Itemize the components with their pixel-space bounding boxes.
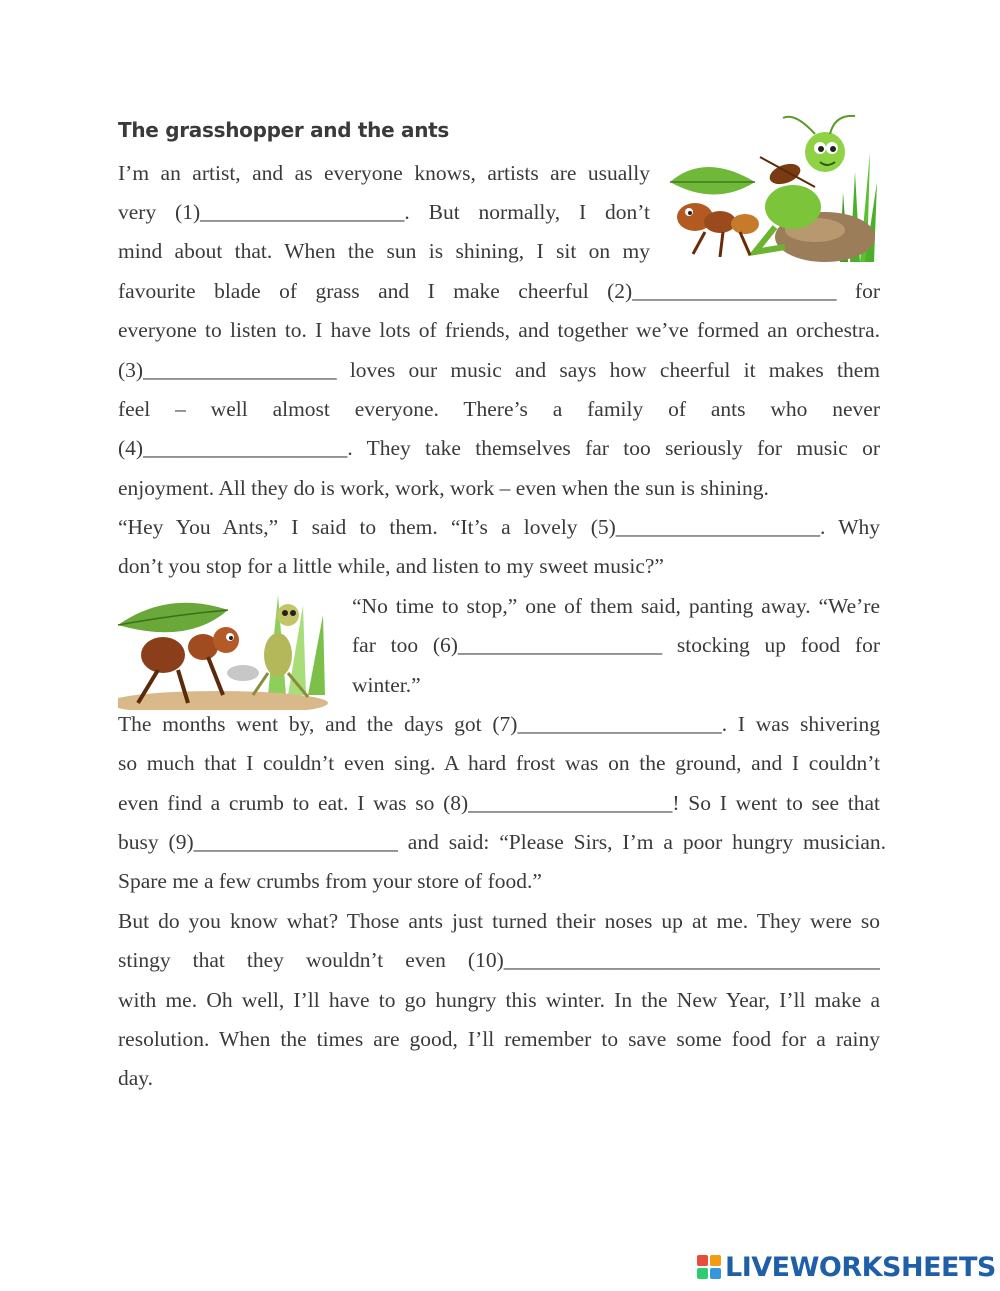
text-line-7: feel – well almost everyone. There’s a family of ants who never <box>118 397 880 421</box>
text-line-12: “No time to stop,” one of them said, panting away. “We’re <box>352 594 880 618</box>
text-line-24: day. <box>118 1066 154 1090</box>
text-line-1: I’m an artist, and as everyone knows, artists are usually <box>118 161 650 185</box>
logo-text: LIVEWORKSHEETS <box>725 1251 996 1283</box>
text-line-4: favourite blade of grass and I make cheerful (2)___________________ for <box>118 279 880 303</box>
liveworksheets-logo <box>697 1250 996 1284</box>
text-line-11: don’t you stop for a little while, and listen to my sweet music?” <box>118 554 664 578</box>
text-line-8: (4)___________________. They take themselves far too seriously for music or <box>118 436 880 460</box>
text-line-22: with me. Oh well, I’ll have to go hungry this winter. In the New Year, I’ll make a <box>118 988 880 1012</box>
text-line-3: mind about that. When the sun is shining, I sit on my <box>118 239 650 263</box>
text-line-19: Spare me a few crumbs from your store of food.” <box>118 869 542 893</box>
text-line-23: resolution. When the times are good, I’ll remember to save some food for a rainy <box>118 1027 880 1051</box>
text-line-17: even find a crumb to eat. I was so (8)___________________! So I went to see that <box>118 791 880 815</box>
text-line-14: winter.” <box>352 673 421 697</box>
text-line-16: so much that I couldn’t even sing. A hard frost was on the ground, and I couldn’t <box>118 751 880 775</box>
text-line-10: “Hey You Ants,” I said to them. “It’s a lovely (5)___________________. Why <box>118 515 880 539</box>
logo-squares-icon <box>697 1255 721 1279</box>
text-line-2: very (1)___________________. But normally, I don’t <box>118 200 650 224</box>
text-line-20: But do you know what? Those ants just turned their noses up at me. They were so <box>118 909 880 933</box>
text-line-18: busy (9)___________________ and said: “Please Sirs, I’m a poor hungry musician. <box>118 830 886 854</box>
text-line-9: enjoyment. All they do is work, work, work – even when the sun is shining. <box>118 476 769 500</box>
text-line-21: stingy that they wouldn’t even (10)___________________________________ <box>118 948 880 972</box>
text-line-15: The months went by, and the days got (7)___________________. I was shivering <box>118 712 880 736</box>
grasshopper-violin-illustration <box>665 112 880 262</box>
text-line-5: everyone to listen to. I have lots of friends, and together we’ve formed an orchestra. <box>118 318 880 342</box>
ant-carrying-leaf-illustration <box>118 585 333 710</box>
text-line-6: (3)__________________ loves our music and says how cheerful it makes them <box>118 358 880 382</box>
page-title: The grasshopper and the ants <box>118 118 450 142</box>
text-line-13: far too (6)___________________ stocking up food for <box>352 633 880 657</box>
